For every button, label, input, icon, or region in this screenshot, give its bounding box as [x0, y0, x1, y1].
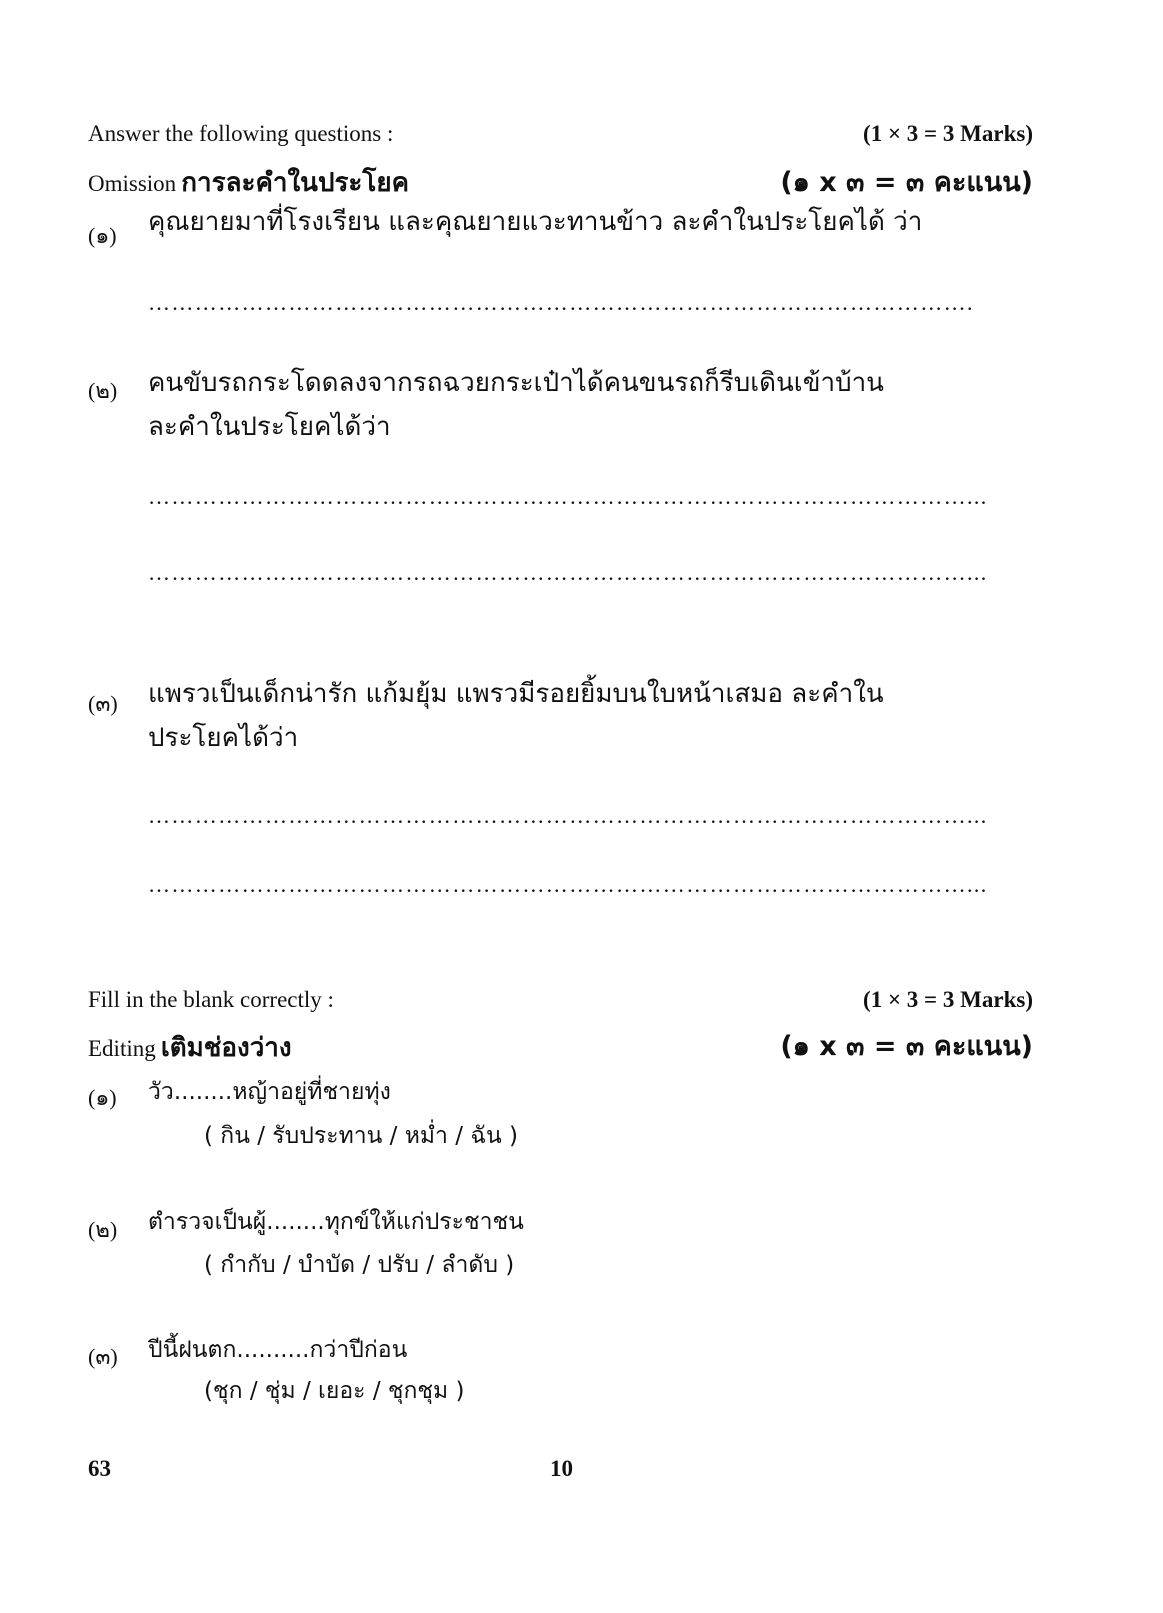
marks-english: (1 × 3 = 3 Marks) [863, 121, 1033, 146]
question-number: (๑) [88, 1085, 117, 1110]
question-text: คุณยายมาที่โรงเรียน และคุณยายแวะทานข้าว ละคำในประโยคได้ ว่า [148, 207, 923, 237]
marks-thai: (๑ x ๓ = ๓ คะแนน) [780, 167, 1033, 198]
answer-line: ……………………………………………………………………………………………. [148, 290, 974, 315]
page-number: 10 [550, 1456, 573, 1481]
section-heading [88, 162, 409, 203]
question-number: (๑) [88, 223, 117, 248]
question-text-line2: ละคำในประโยคได้ว่า [148, 412, 391, 442]
marks-thai: (๑ x ๓ = ๓ คะแนน) [780, 1031, 1033, 1062]
question-text: วัว........หญ้าอยู่ที่ชายทุ่ง [148, 1079, 391, 1105]
question-text-line2: ประโยคได้ว่า [148, 723, 299, 753]
answer-options: ( กำกับ / บำบัด / ปรับ / ลำดับ ) [204, 1252, 515, 1278]
answer-line: ……………………………………………………………………………………………... [148, 872, 988, 897]
section-label-thai: การละคำในประโยค [181, 168, 409, 198]
marks-english: (1 × 3 = 3 Marks) [863, 987, 1033, 1012]
answer-line: ……………………………………………………………………………………………... [148, 803, 988, 828]
instruction-answer-questions: Answer the following questions : [88, 121, 394, 146]
section-label-english: Editing [88, 1036, 156, 1061]
question-number: (๓) [88, 1344, 118, 1369]
section-label-english: Omission [88, 171, 177, 196]
question-text: ปีนี้ฝนตก..........กว่าปีก่อน [148, 1337, 408, 1363]
question-number: (๓) [88, 691, 118, 716]
section-label-thai: เติมช่องว่าง [160, 1033, 292, 1063]
answer-options: ( กิน / รับประทาน / หม่ำ / ฉัน ) [204, 1123, 519, 1149]
answer-line: ……………………………………………………………………………………………... [148, 484, 988, 509]
section-heading [88, 1027, 292, 1068]
question-text: ตำรวจเป็นผู้........ทุกข์ให้แก่ประชาชน [148, 1209, 524, 1235]
question-text-line1: แพรวเป็นเด็กน่ารัก แก้มยุ้ม แพรวมีรอยยิ้มบนใบหน้าเสมอ ละคำใน [148, 679, 884, 709]
answer-line: ……………………………………………………………………………………………... [148, 560, 988, 585]
question-number: (๒) [88, 1217, 118, 1242]
question-number: (๒) [88, 378, 118, 403]
answer-options: (ชุก / ชุ่ม / เยอะ / ชุกชุม ) [204, 1378, 465, 1404]
instruction-fill-blank: Fill in the blank correctly : [88, 987, 334, 1012]
question-text-line1: คนขับรถกระโดดลงจากรถฉวยกระเป๋าได้คนขนรถก็รีบเดินเข้าบ้าน [148, 368, 884, 398]
subject-code: 63 [88, 1456, 111, 1481]
